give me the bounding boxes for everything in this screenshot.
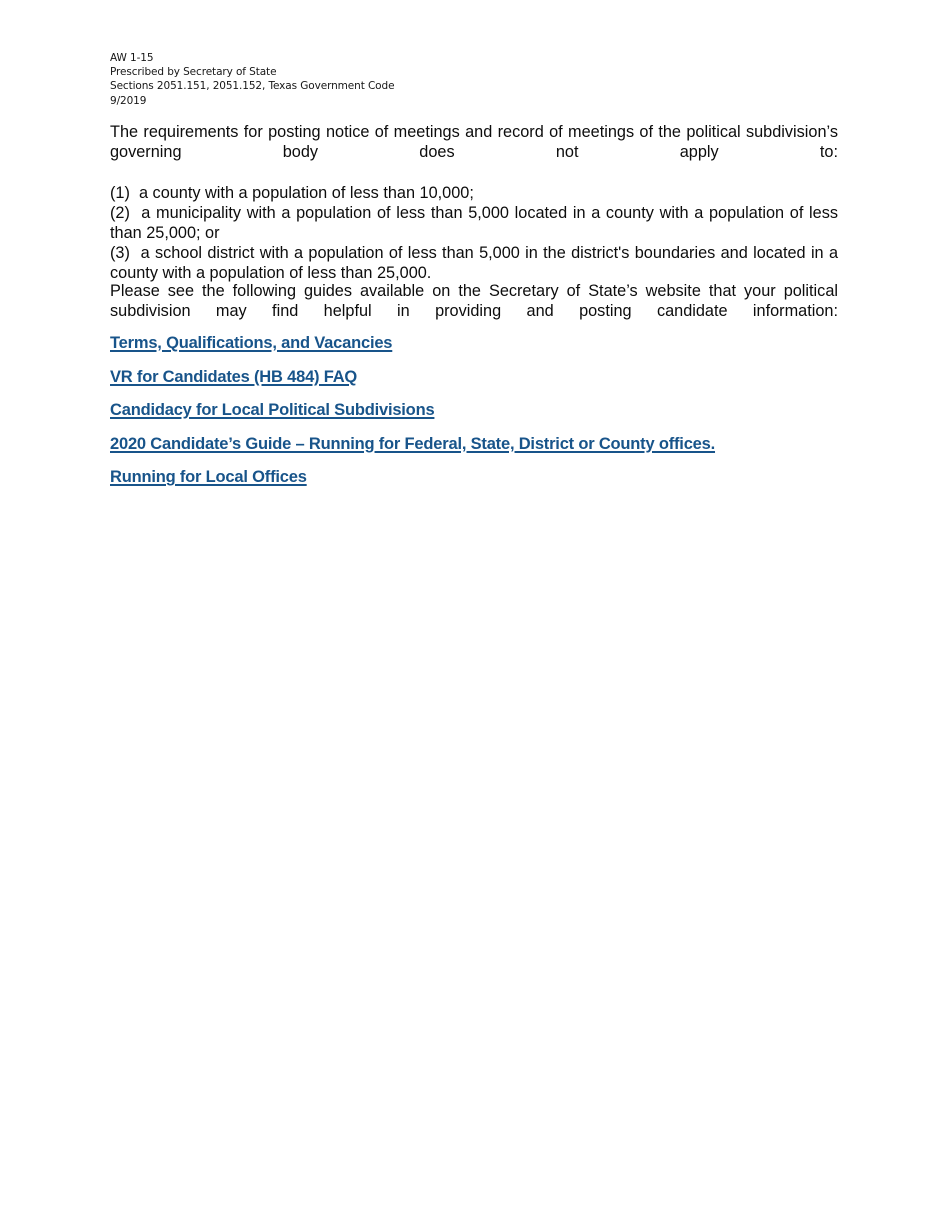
requirements-section — [110, 122, 838, 284]
exception-number-2: (2) — [110, 203, 130, 222]
document-header — [110, 51, 710, 108]
exception-item-2 — [110, 203, 838, 243]
revision-date: 9/2019 — [110, 94, 147, 107]
guide-links-list — [110, 334, 838, 486]
link-candidacy-local-political-subdivisions[interactable]: Candidacy for Local Political Subdivisions — [110, 401, 435, 420]
guides-paragraph: Please see the following guides available on the Secretary of State’s website that your political subdivision may find helpful in providing and posting candidate information: — [110, 282, 838, 321]
prescribed-by-line: Prescribed by Secretary of State — [110, 66, 277, 79]
intro-paragraph: The requirements for posting notice of meetings and record of meetings of the political subdivision’s governing body does not apply to: — [110, 123, 838, 162]
exception-item-3 — [110, 243, 838, 283]
link-terms-qualifications-vacancies[interactable]: Terms, Qualifications, and Vacancies — [110, 334, 393, 352]
exception-number-1: (1) — [110, 183, 130, 202]
exception-text-2: a municipality with a population of less than 5,000 located in a county with a population of less than 25,000; or — [110, 203, 838, 243]
exception-text-3: a school district with a population of less than 5,000 in the district's boundaries and located in a county with a population of less than 25,000. — [110, 244, 838, 283]
guides-section — [110, 281, 838, 342]
link-2020-candidates-guide[interactable]: 2020 Candidate’s Guide – Running for Federal, State, District or County offices. — [110, 434, 716, 453]
form-number: AW 1-15 — [110, 52, 154, 64]
link-vr-for-candidates-faq[interactable]: VR for Candidates (HB 484) FAQ — [110, 367, 358, 386]
link-running-for-local-offices[interactable]: Running for Local Offices — [110, 468, 307, 487]
exception-text-1: a county with a population of less than 10,000; — [138, 183, 474, 202]
statute-citation-line: Sections 2051.151, 2051.152, Texas Government Code — [110, 80, 395, 93]
exception-number-3: (3) — [110, 244, 130, 263]
exception-item-1 — [110, 183, 838, 203]
